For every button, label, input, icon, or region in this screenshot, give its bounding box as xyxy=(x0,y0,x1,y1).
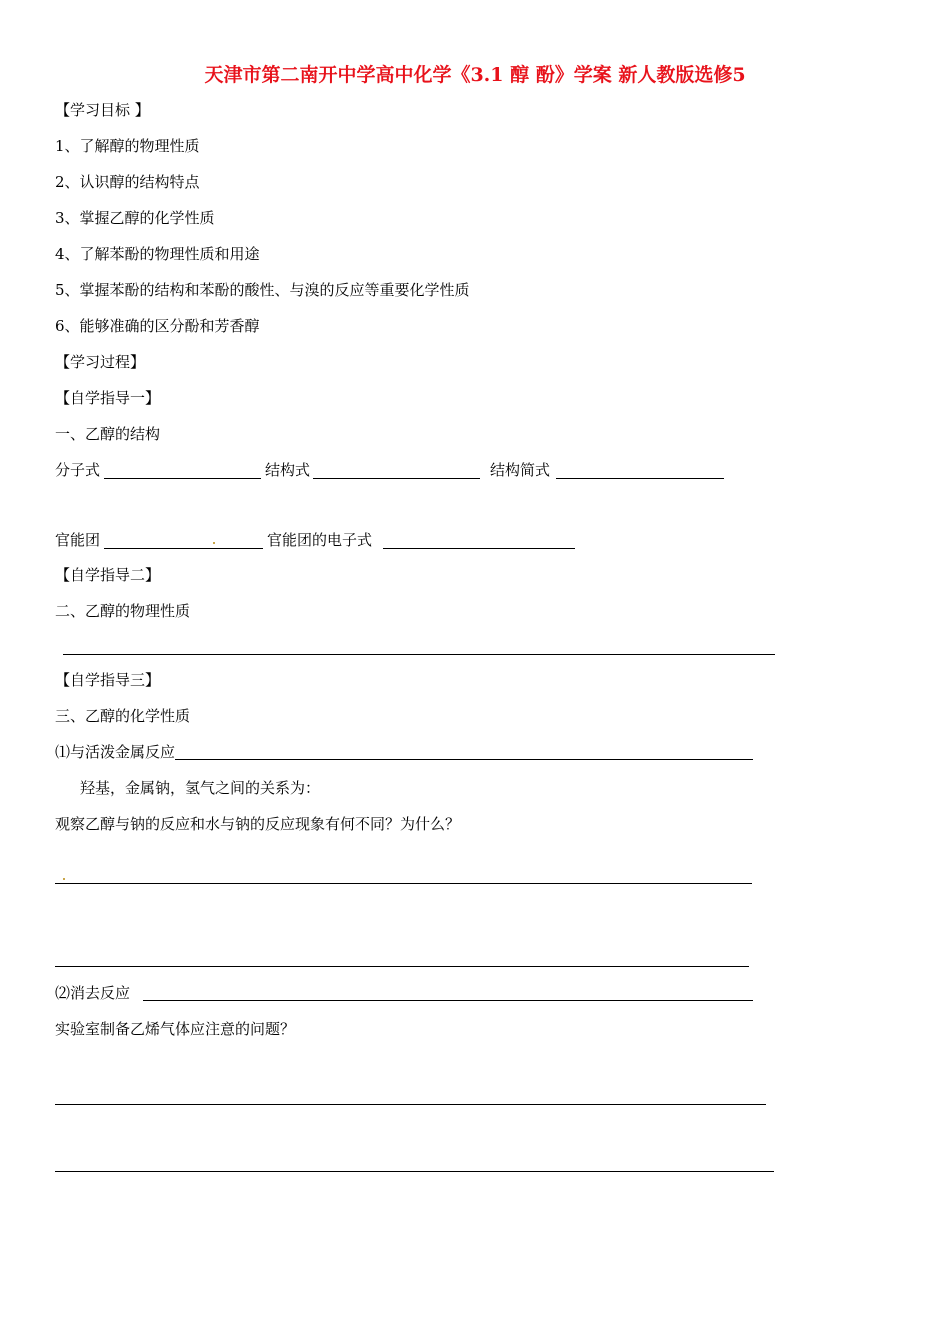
process-heading: 【学习过程】 xyxy=(55,353,146,371)
guide3-section-title: 三、乙醇的化学性质 xyxy=(55,707,191,725)
objective-item: 1、了解醇的物理性质 xyxy=(55,137,200,155)
physical-properties-blank[interactable] xyxy=(63,654,775,655)
answer-blank[interactable] xyxy=(55,1171,774,1172)
functional-group-label: 官能团 xyxy=(55,531,101,549)
molecular-formula-blank[interactable] xyxy=(104,478,261,479)
active-metal-reaction-label: ⑴与活泼金属反应 xyxy=(55,743,176,761)
electron-formula-blank[interactable] xyxy=(383,548,575,549)
hydroxyl-sodium-hydrogen-relation: 羟基，金属钠，氢气之间的关系为： xyxy=(80,779,321,797)
condensed-formula-blank[interactable] xyxy=(556,478,724,479)
molecular-formula-label: 分子式 xyxy=(55,461,101,479)
objective-item: 4、了解苯酚的物理性质和用途 xyxy=(55,245,260,263)
objectives-heading: 【学习目标 】 xyxy=(55,101,150,119)
answer-blank[interactable] xyxy=(55,1104,766,1105)
guide2-section-title: 二、乙醇的物理性质 xyxy=(55,602,191,620)
objective-item: 5、掌握苯酚的结构和苯酚的酸性、与溴的反应等重要化学性质 xyxy=(55,281,470,299)
elimination-reaction-label: ⑵消去反应 xyxy=(55,984,131,1002)
active-metal-reaction-blank[interactable] xyxy=(175,759,753,760)
guide3-heading: 【自学指导三】 xyxy=(55,671,161,689)
question-ethanol-vs-water: 观察乙醇与钠的反应和水与钠的反应现象有何不同？为什么？ xyxy=(55,815,461,833)
guide2-heading: 【自学指导二】 xyxy=(55,566,161,584)
question-ethylene-preparation: 实验室制备乙烯气体应注意的问题？ xyxy=(55,1020,296,1038)
objective-item: 6、能够准确的区分酚和芳香醇 xyxy=(55,317,260,335)
stray-dot xyxy=(63,878,65,880)
document-title: 天津市第二南开中学高中化学《3.1 醇 酚》学案 新人教版选修5 xyxy=(204,64,746,86)
structural-formula-blank[interactable] xyxy=(313,478,480,479)
elimination-reaction-blank[interactable] xyxy=(143,1000,753,1001)
guide1-heading: 【自学指导一】 xyxy=(55,389,161,407)
structural-formula-label: 结构式 xyxy=(265,461,311,479)
stray-dot xyxy=(213,542,215,544)
objective-item: 2、认识醇的结构特点 xyxy=(55,173,200,191)
condensed-formula-label: 结构简式 xyxy=(490,461,551,479)
answer-blank[interactable] xyxy=(55,883,752,884)
functional-group-blank[interactable] xyxy=(104,548,263,549)
guide1-section-title: 一、乙醇的结构 xyxy=(55,425,161,443)
electron-formula-label: 官能团的电子式 xyxy=(267,531,373,549)
objective-item: 3、掌握乙醇的化学性质 xyxy=(55,209,215,227)
answer-blank[interactable] xyxy=(55,966,749,967)
